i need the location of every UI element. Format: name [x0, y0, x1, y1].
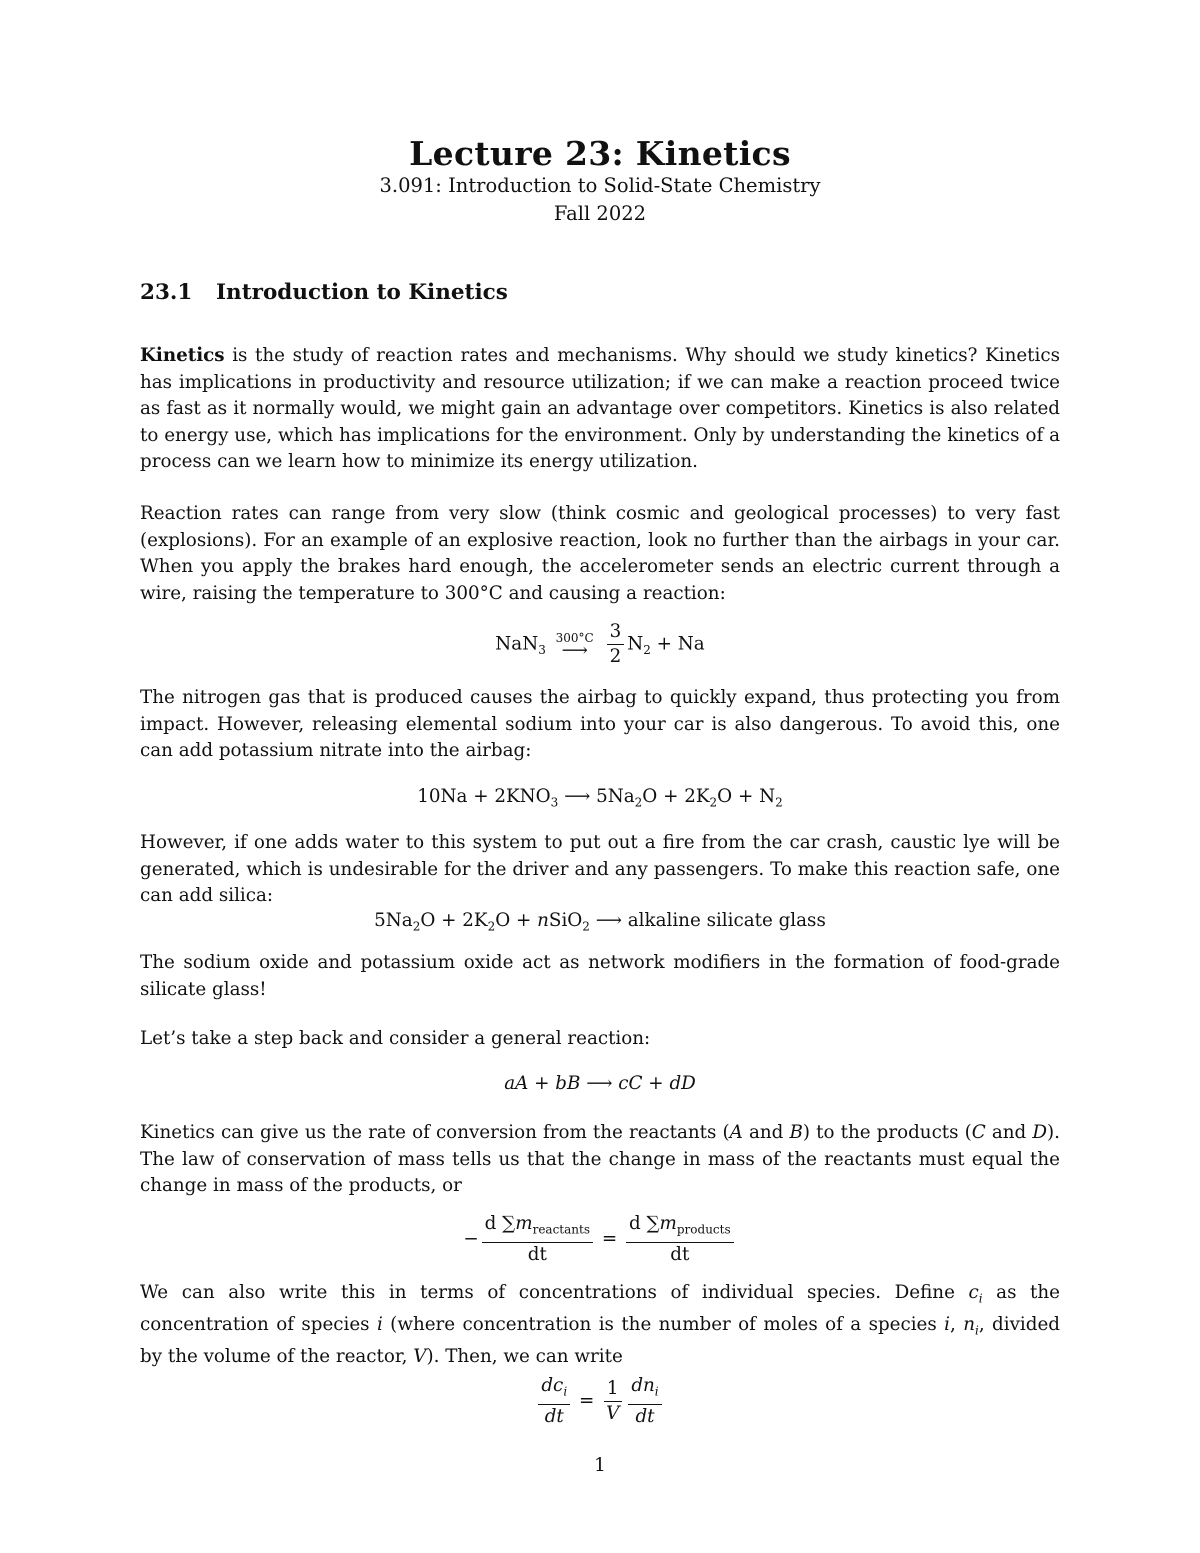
paragraph-text: Reaction rates can range from very slow (think cosmic and geological processes) to very fast (explosions). For an example of an explosive reaction, look no further than the airbags in your car. When you apply the brakes hard enough, the accelerometer sends an electric current through a wire, raising the temperature to 300°C and causing a reaction:	[140, 503, 1060, 604]
eq-variable: n	[537, 910, 549, 931]
fraction-denominator: 2	[609, 646, 622, 667]
arrow-condition: 300°C	[555, 630, 594, 645]
paragraph-text: ,	[950, 1314, 964, 1336]
arrow-glyph: ⟶	[561, 639, 588, 661]
paragraph-nitrogen-gas	[140, 685, 1060, 765]
eq-operator: =	[578, 1390, 595, 1412]
fraction-numerator	[538, 1374, 570, 1405]
eq-term: dn	[631, 1375, 655, 1396]
inline-variable: c	[968, 1282, 979, 1303]
inline-variable: i	[944, 1314, 951, 1336]
fraction-numerator	[626, 1212, 734, 1243]
paragraph-text: However, if one adds water to this system to put out a fire from the car crash, caustic lye will be generated, which is undesirable for the driver and any passengers. To make this reaction safe, one can add silica:	[140, 832, 1060, 906]
eq-subscript: 2	[582, 919, 590, 934]
equation-silica	[0, 910, 1200, 934]
eq-variable: B	[566, 1073, 581, 1094]
eq-subscript: 2	[634, 795, 643, 810]
inline-variable: A	[729, 1122, 743, 1143]
page-title: Lecture 23: Kinetics	[409, 134, 791, 173]
paragraph-reaction-rates	[140, 501, 1060, 607]
section-number: 23.1	[140, 280, 193, 305]
fraction-denominator: dt	[635, 1405, 655, 1427]
fraction-numerator: 1	[604, 1377, 622, 1402]
eq-variable: m	[515, 1213, 533, 1234]
paragraph-text: The sodium oxide and potassium oxide act as network modifiers in the formation of food-grade silicate glass!	[140, 952, 1060, 1000]
paragraph-text: We can also write this in terms of concentrations of individual species. Define	[140, 1282, 969, 1303]
eq-variable: d	[669, 1073, 682, 1094]
eq-variable: a	[504, 1073, 516, 1094]
fraction-numerator: 3	[607, 620, 625, 645]
eq-term: d ∑	[484, 1213, 516, 1234]
inline-variable: D	[1032, 1122, 1048, 1143]
paragraph-text: The nitrogen gas that is produced causes the airbag to quickly expand, thus protecting you from impact. However, releasing elemental sodium into your car is also dangerous. To avoid this, one can add potassium nitrate into the airbag:	[140, 687, 1060, 761]
fraction-denominator: dt	[544, 1405, 564, 1427]
eq-variable: m	[659, 1213, 677, 1234]
paragraph-text: (where concentration is the number of moles of a species	[382, 1314, 945, 1336]
eq-operator: ⟶	[580, 1073, 619, 1094]
eq-term: 5Na	[374, 910, 413, 931]
inline-subscript: i	[975, 1323, 979, 1338]
eq-subscript: 3	[538, 643, 546, 658]
eq-term: SiO	[548, 910, 583, 931]
eq-term: dc	[541, 1375, 564, 1396]
eq-subscript: 2	[412, 919, 421, 934]
eq-operator: +	[528, 1073, 556, 1094]
eq-term: ⟶ 5Na	[558, 786, 635, 807]
term-label: Fall 2022	[553, 202, 647, 225]
eq-subscript: i	[654, 1384, 659, 1399]
equation-general	[0, 1073, 1200, 1094]
fraction-numerator	[628, 1374, 661, 1405]
fraction-reactants	[482, 1212, 593, 1267]
eq-term: dt	[670, 1243, 690, 1265]
eq-subscript: 3	[550, 795, 559, 810]
eq-operator: =	[601, 1228, 618, 1250]
eq-operator: −	[463, 1228, 479, 1250]
eq-term: O + N	[717, 786, 776, 807]
eq-term: O + 2K	[420, 910, 488, 931]
eq-operator: +	[650, 633, 678, 655]
eq-subscript: 2	[775, 795, 783, 810]
paragraph-caustic-lye	[140, 830, 1060, 910]
paragraph-text: is the study of reaction rates and mechanisms. Why should we study kinetics? Kinetics has implications in productivity and resource utilization; if we can make a reaction proceed twice as fast as it normally would, we might gain an advantage over competitors. Kinetics is also related to energy use, which has implications for the environment. Only by understanding the kinetics of a process can we learn how to minimize its energy utilization.	[140, 345, 1060, 472]
fraction-denominator	[525, 1243, 550, 1267]
eq-term: O +	[495, 910, 538, 931]
eq-subscript: 2	[643, 643, 651, 658]
eq-variable: A	[515, 1073, 529, 1094]
eq-term: d ∑	[628, 1213, 660, 1234]
fraction-dc-dt	[538, 1374, 570, 1429]
term-kinetics: Kinetics	[140, 345, 225, 366]
paragraph-text: , divided by the volume of the reactor,	[140, 1314, 1060, 1368]
paragraph-text: Kinetics can give us the rate of conversion from the reactants (	[140, 1122, 730, 1143]
page-number: 1	[594, 1455, 606, 1476]
paragraph-text: as the concentration of species	[140, 1282, 1060, 1336]
fraction-products	[626, 1212, 734, 1267]
reaction-arrow	[555, 630, 594, 661]
eq-term: NaN	[495, 633, 539, 655]
eq-subscript: products	[676, 1222, 731, 1237]
paragraph-text: ). The law of conservation of mass tells us that the change in mass of the reactants must equal the change in mass of the products, or	[140, 1122, 1060, 1196]
fraction-dn-dt	[628, 1374, 661, 1429]
inline-variable: i	[376, 1314, 383, 1336]
paragraph-general-reaction	[140, 1026, 1060, 1053]
inline-variable: C	[971, 1122, 986, 1143]
fraction-one-over-v	[603, 1377, 622, 1426]
fraction-denominator: V	[606, 1402, 620, 1424]
paragraph-network-modifiers	[140, 950, 1060, 1003]
section-heading	[140, 280, 508, 305]
inline-variable: V	[413, 1346, 427, 1368]
paragraph-text: and	[742, 1122, 790, 1143]
eq-term: Na	[677, 633, 705, 655]
eq-variable: b	[555, 1073, 567, 1094]
equation-mass-balance	[0, 1212, 1200, 1267]
course-subtitle: 3.091: Introduction to Solid-State Chemistry	[379, 174, 821, 197]
fraction-denominator	[667, 1243, 692, 1267]
eq-subscript: i	[563, 1384, 568, 1399]
eq-term: 10Na + 2KNO	[417, 786, 551, 807]
eq-term: N	[627, 633, 644, 655]
section-title: Introduction to Kinetics	[216, 280, 508, 305]
paragraph-kinetics-intro	[140, 343, 1060, 476]
inline-subscript: i	[978, 1291, 983, 1306]
eq-term: dt	[527, 1243, 547, 1265]
paragraph-text: and	[985, 1122, 1033, 1143]
fraction-numerator	[482, 1212, 593, 1243]
paragraph-text: ) to the products (	[802, 1122, 972, 1143]
eq-term: ⟶ alkaline silicate glass	[589, 910, 826, 931]
eq-subscript: 2	[487, 919, 496, 934]
eq-operator: +	[642, 1073, 670, 1094]
fraction	[607, 620, 625, 669]
eq-variable: D	[681, 1073, 696, 1094]
inline-variable: B	[789, 1122, 803, 1143]
eq-variable: C	[628, 1073, 643, 1094]
paragraph-conservation-mass	[140, 1120, 1060, 1200]
equation-concentration-rate	[0, 1374, 1200, 1429]
eq-subscript: reactants	[532, 1222, 590, 1237]
inline-variable: n	[963, 1314, 975, 1336]
eq-term: O + 2K	[642, 786, 710, 807]
paragraph-concentrations	[140, 1280, 1060, 1371]
paragraph-text: Let’s take a step back and consider a general reaction:	[140, 1028, 651, 1049]
paragraph-text: ). Then, we can write	[426, 1346, 623, 1368]
equation-sodium-azide	[0, 620, 1200, 669]
equation-potassium-nitrate	[0, 786, 1200, 810]
eq-variable: c	[618, 1073, 629, 1094]
eq-subscript: 2	[709, 795, 718, 810]
